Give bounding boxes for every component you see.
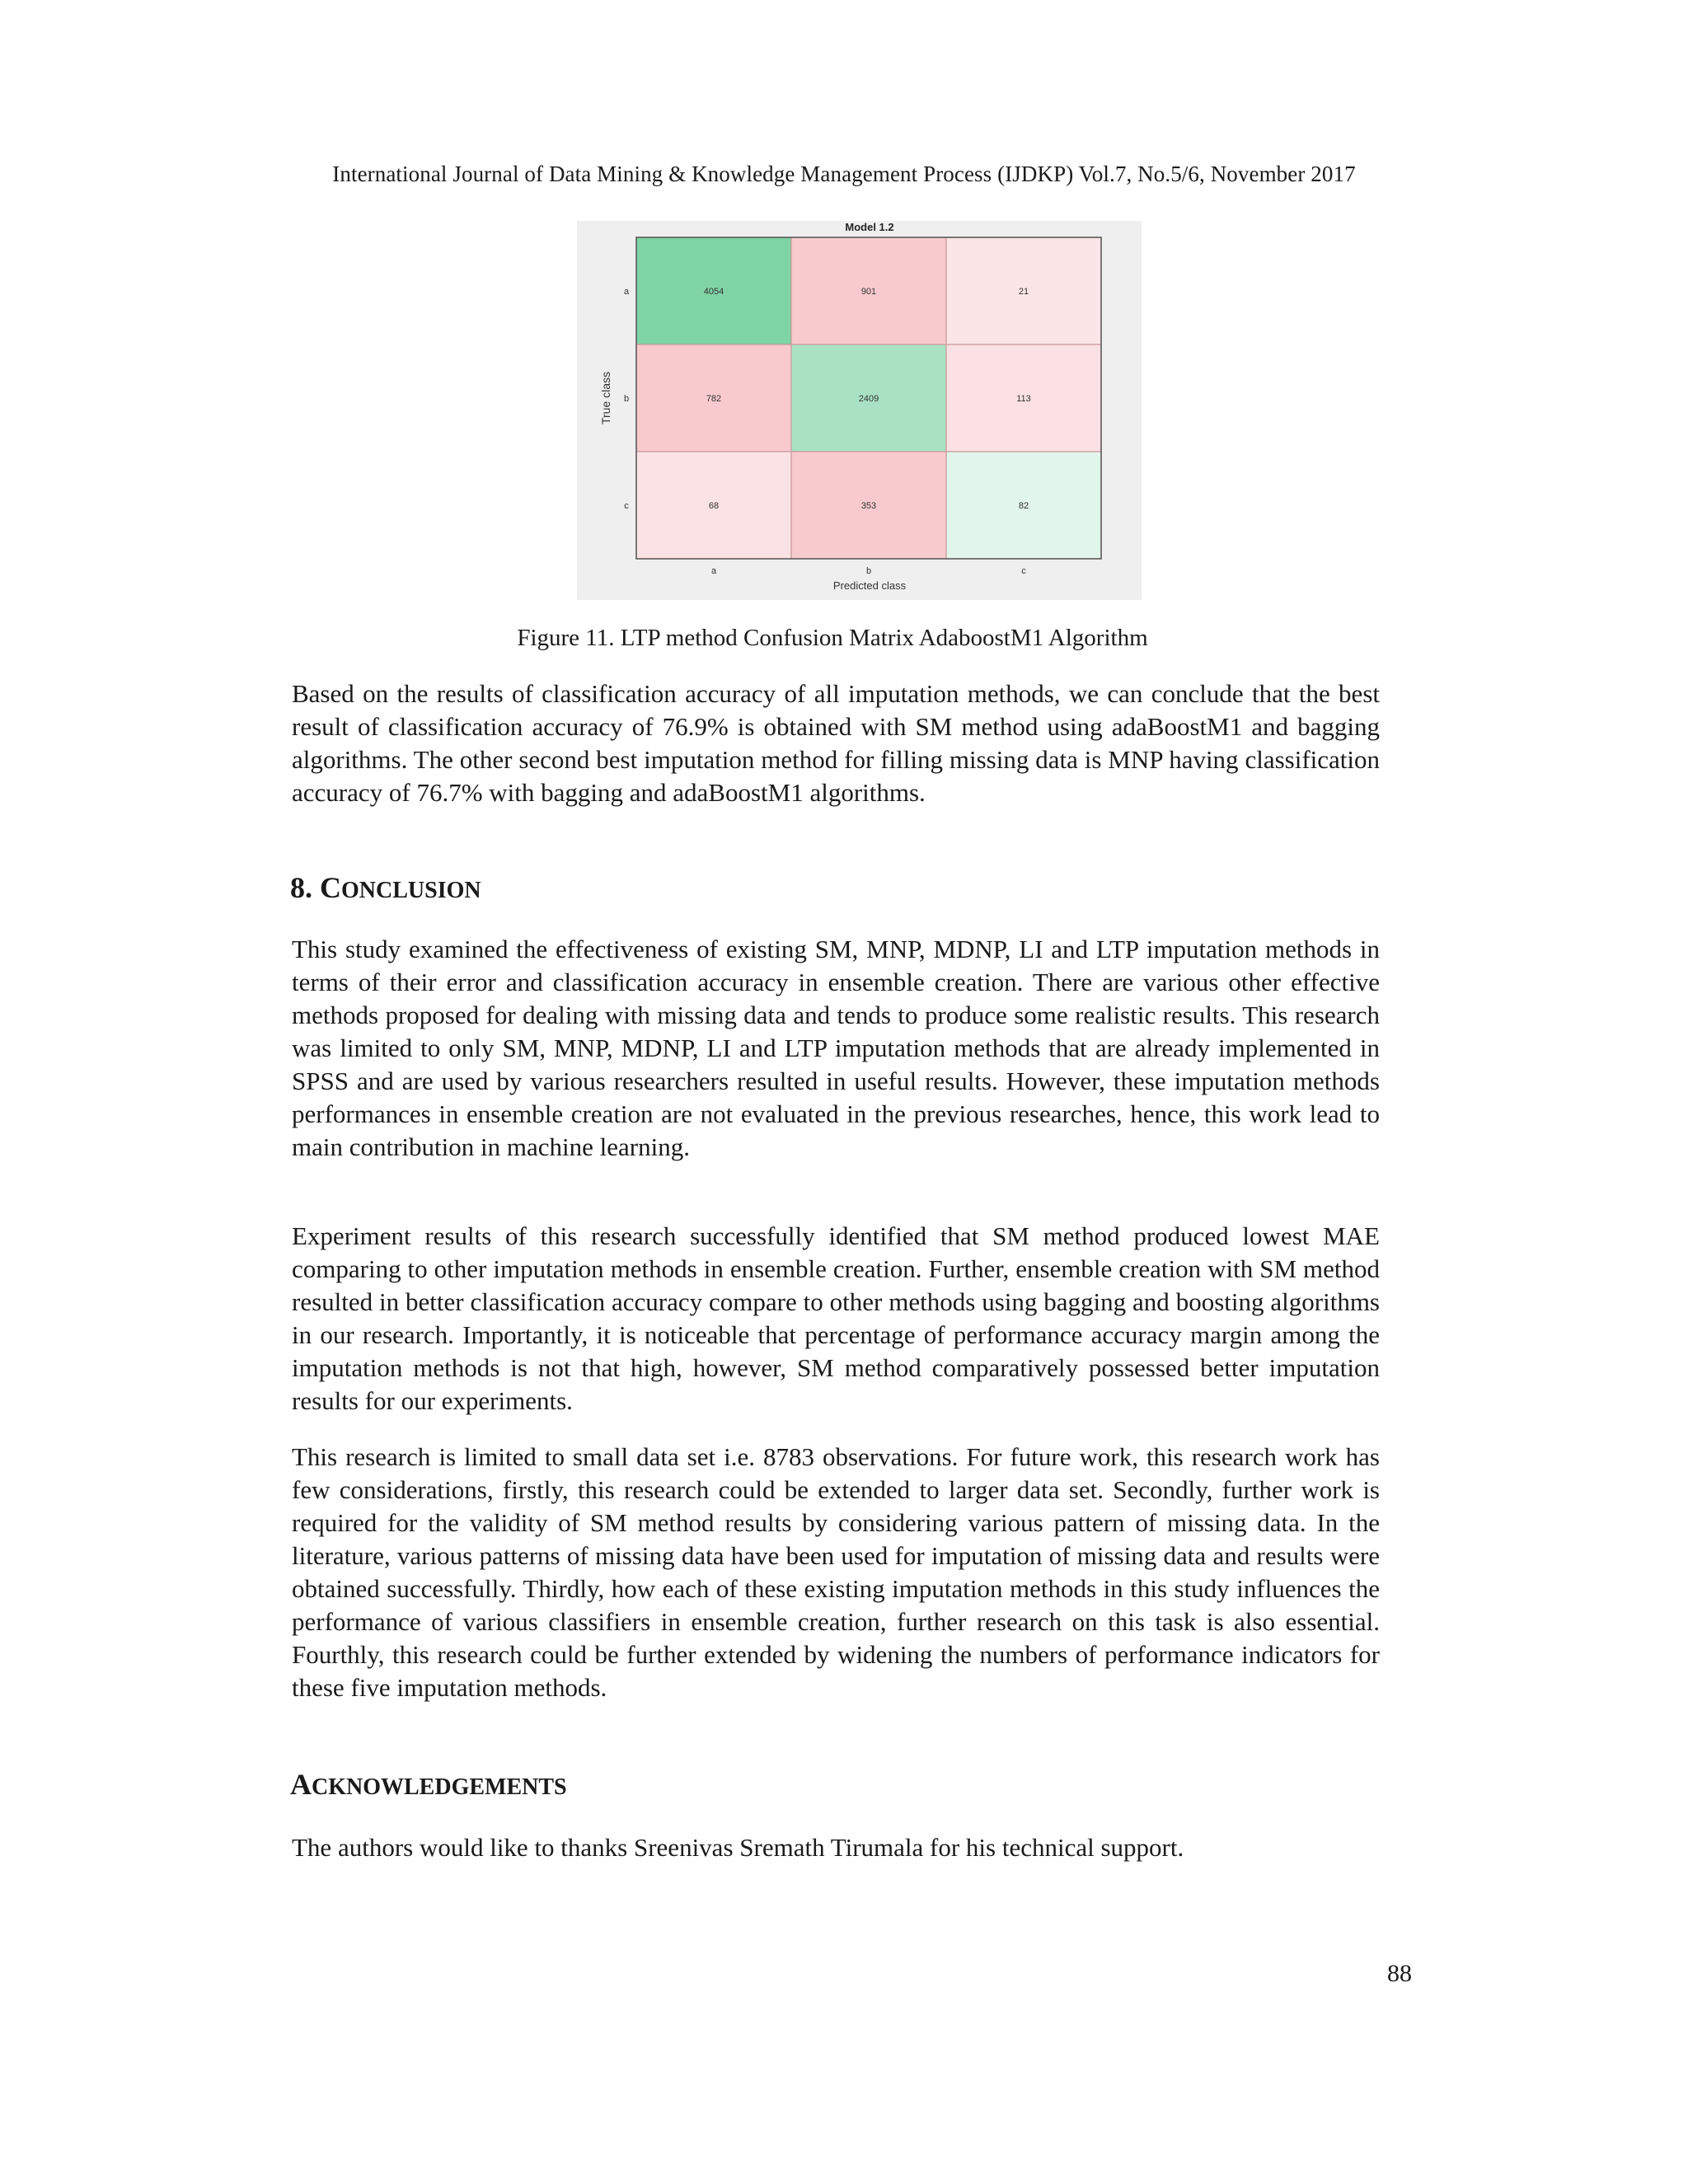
section-title-rest: CKNOWLEDGEMENTS	[312, 1774, 567, 1800]
matrix-cell-value: 4054	[703, 287, 724, 297]
paragraph-conclusion-1: This study examined the effectiveness of existing SM, MNP, MDNP, LI and LTP imputation methods in terms of their error and classification accuracy in ensemble creation. There are various other effective methods proposed for dealing with missing data and tends to produce some realistic results. This research was limited to only SM, MNP, MDNP, LI and LTP imputation methods that are already implemented in SPSS and are used by various researchers resulted in useful results. However, these imputation methods performances in ensemble creation are not evaluated in the previous researches, hence, this work lead to main contribution in machine learning.	[292, 935, 1380, 1161]
matrix-cell-value: 68	[708, 501, 720, 511]
row-tick-label: b	[623, 394, 630, 404]
matrix-cell-value: 21	[1018, 287, 1029, 297]
matrix-cell-value: 782	[706, 394, 722, 404]
section-heading-acknowledgements	[290, 1768, 567, 1804]
paragraph-intro: Based on the results of classification accuracy of all imputation methods, we can conclude that the best result of classification accuracy of 76.9% is obtained with SM method using adaBoostM1 and bagging algorithms. The other second best imputation method for filling missing data is MNP having classification accuracy of 76.7% with bagging and adaBoostM1 algorithms.	[292, 679, 1380, 807]
section-title-rest: ONCLUSION	[341, 878, 481, 903]
x-axis-label: Predicted class	[832, 579, 907, 592]
matrix-cell-value: 113	[1016, 394, 1031, 404]
row-tick-label: c	[624, 501, 629, 511]
paragraph-conclusion-2: Experiment results of this research successfully identified that SM method produced lowest MAE comparing to other imputation methods in ensemble creation. Further, ensemble creation with SM method resulted in better classification accuracy compare to other methods using bagging and boosting algorithms in our research. Importantly, it is noticeable that percentage of performance accuracy margin among the imputation methods is not that high, however, SM method comparatively possessed better imputation results for our experiments.	[292, 1221, 1380, 1415]
matrix-cell-value: 353	[860, 501, 877, 511]
confusion-matrix-chart	[577, 221, 1142, 600]
matrix-cell-value: 2409	[858, 394, 879, 404]
row-tick-label: a	[623, 287, 630, 297]
col-tick-label: c	[1021, 566, 1026, 576]
section-number: 8.	[290, 871, 312, 904]
y-axis-label: True class	[599, 371, 612, 425]
confusion-matrix-figure	[577, 221, 1142, 600]
col-tick-label: a	[710, 566, 717, 576]
matrix-cell-value: 901	[860, 287, 877, 297]
page-number: 88	[1387, 1960, 1412, 1987]
section-heading-conclusion	[290, 871, 481, 907]
figure-caption: Figure 11. LTP method Confusion Matrix AdaboostM1 Algorithm	[517, 625, 1148, 651]
section-title-initial: C	[320, 871, 341, 904]
chart-title: Model 1.2	[845, 221, 894, 233]
col-tick-label: b	[865, 566, 872, 576]
section-title-initial: A	[290, 1768, 312, 1801]
paragraph-conclusion-3: This research is limited to small data set i.e. 8783 observations. For future work, this research work has few considerations, firstly, this research could be extended to larger data set. Secondly, further work is required for the validity of SM method results by considering various pattern of missing data. In the literature, various patterns of missing data have been used for imputation of missing data and results were obtained successfully. Thirdly, how each of these existing imputation methods in this study influences the performance of various classifiers in ensemble creation, further research on this task is also essential. Fourthly, this research could be further extended by widening the numbers of performance indicators for these five imputation methods.	[292, 1442, 1380, 1702]
paragraph-acknowledgements: The authors would like to thanks Sreenivas Sremath Tirumala for his technical support.	[292, 1833, 1184, 1862]
running-header: International Journal of Data Mining & Knowledge Management Process (IJDKP) Vol.7, No.5/6, November 2017	[332, 162, 1356, 186]
matrix-cell-value: 82	[1018, 501, 1029, 511]
